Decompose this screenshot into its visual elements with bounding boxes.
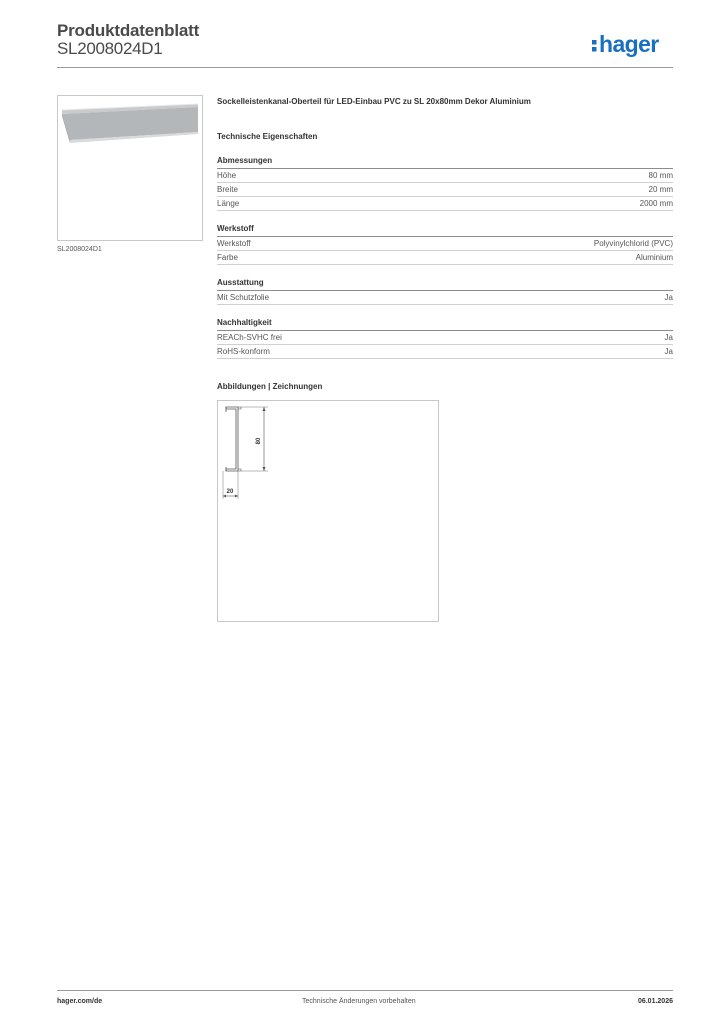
dimension-width-label: 20 [226,489,234,495]
logo-text: hager [599,31,659,57]
dimension-height-label: 80 [256,437,262,445]
property-label: Werkstoff [217,239,251,248]
header-divider [57,67,673,68]
group-title: Ausstattung [217,278,673,291]
logo-colon-icon [592,37,598,53]
property-value: Ja [664,293,673,302]
product-rail-image [58,96,202,240]
property-label: Höhe [217,171,237,180]
property-row [217,237,673,251]
property-row [217,331,673,345]
property-row [217,345,673,359]
product-name: Sockelleistenkanal-Oberteil für LED-Einbau PVC zu SL 20x80mm Dekor Aluminium [217,97,531,106]
hager-logo [592,31,659,58]
product-image [57,95,203,241]
group-abmessungen [217,156,673,211]
property-label: Länge [217,199,240,208]
group-ausstattung [217,278,673,305]
group-werkstoff [217,224,673,265]
property-value: Aluminium [635,253,673,262]
property-row [217,169,673,183]
property-value: 2000 mm [639,199,673,208]
group-title: Werkstoff [217,224,673,237]
property-row [217,197,673,211]
property-value: 20 mm [648,185,673,194]
figures-heading: Abbildungen | Zeichnungen [217,382,323,391]
technical-heading: Technische Eigenschaften [217,132,318,141]
property-label: RoHS-konform [217,347,270,356]
property-label: Farbe [217,253,238,262]
property-label: Breite [217,185,238,194]
document-title: Produktdatenblatt [57,21,200,40]
footer-disclaimer: Technische Änderungen vorbehalten [302,998,416,1005]
property-value: Ja [664,333,673,342]
property-value: Ja [664,347,673,356]
property-row [217,291,673,305]
footer-website: hager.com/de [57,998,103,1005]
property-value: Polyvinylchlorid (PVC) [593,239,673,248]
group-nachhaltigkeit [217,318,673,359]
group-title: Nachhaltigkeit [217,318,673,331]
product-image-caption: SL2008024D1 [57,246,102,253]
article-number: SL2008024D1 [57,39,163,58]
property-row [217,251,673,265]
footer-date: 06.01.2026 [637,998,673,1005]
property-value: 80 mm [648,171,673,180]
group-title: Abmessungen [217,156,673,169]
footer-divider [57,990,673,991]
property-label: Mit Schutzfolie [217,293,270,302]
profile-drawing [218,401,438,621]
property-label: REACh-SVHC frei [217,333,282,342]
property-row [217,183,673,197]
technical-drawing [217,400,439,622]
